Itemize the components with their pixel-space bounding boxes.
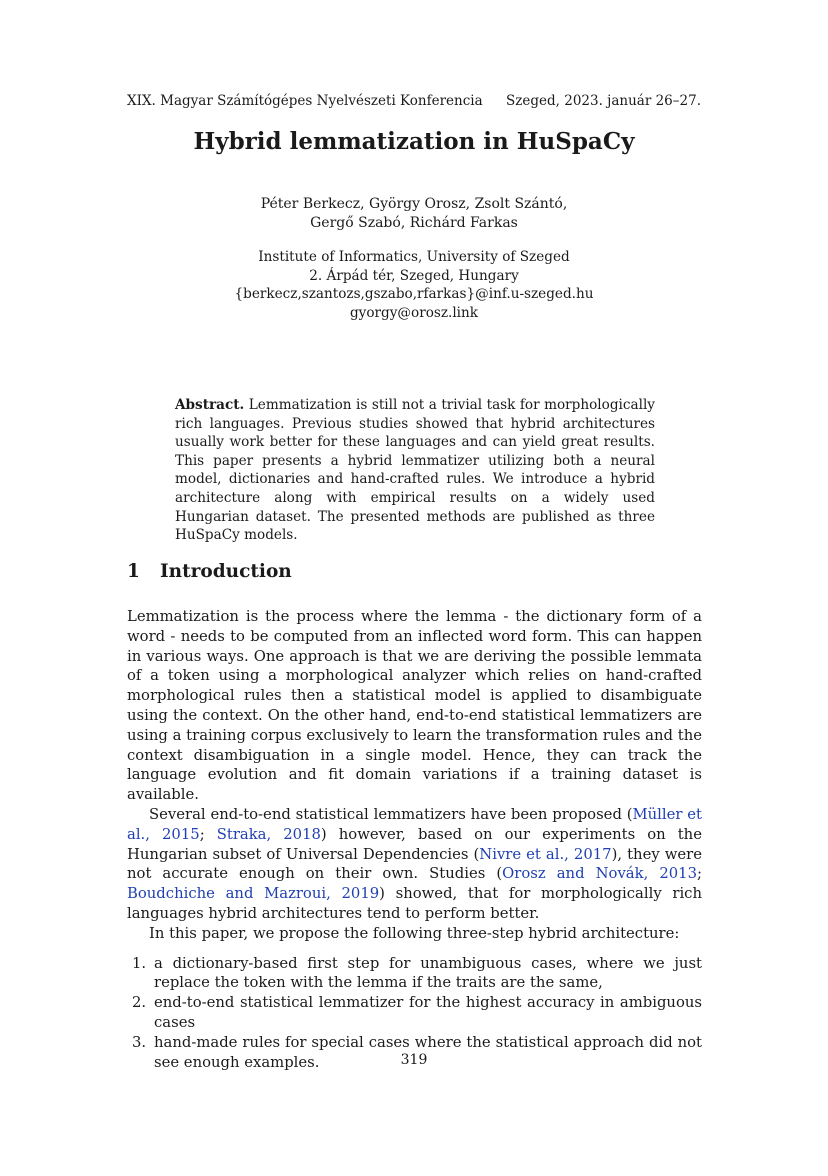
- citation-muller[interactable]: Müller et al., 2015: [127, 805, 702, 843]
- paragraph-3: In this paper, we propose the following three-step hybrid architecture:: [149, 924, 680, 942]
- citation-orosz-novak[interactable]: Orosz and Novák, 2013: [502, 865, 697, 883]
- p2-text-5: ;: [697, 865, 702, 883]
- email-list: {berkecz,szantozs,gszabo,rfarkas}@inf.u-szeged.hu: [234, 286, 594, 302]
- section-heading: [127, 561, 292, 582]
- address: 2. Árpád tér, Szeged, Hungary: [309, 267, 519, 284]
- author-list: [0, 195, 828, 233]
- paper-title: Hybrid lemmatization in HuSpaCy: [193, 128, 635, 155]
- citation-nivre[interactable]: Nivre et al., 2017: [479, 845, 612, 863]
- list-item: [127, 954, 702, 994]
- paragraph-2: [127, 805, 702, 924]
- abstract-label: Abstract.: [175, 397, 245, 413]
- authors-line-1: Péter Berkecz, György Orosz, Zsolt Szántó,: [260, 196, 568, 212]
- running-header: [127, 93, 701, 109]
- list-number: 3.: [132, 1033, 147, 1051]
- abstract-text: Lemmatization is still not a trivial task for morphologically rich languages. Previous studies showed that hybrid architectures usually work better for these languages and can yield great results. This paper presents a hybrid lemmatizer utilizing both a neural model, dictionaries and hand-crafted rules. We introduce a hybrid architecture along with empirical results on a widely used Hungarian dataset. The presented methods are published as three HuSpaCy models.: [175, 397, 655, 544]
- list-text: end-to-end statistical lemmatizer for the highest accuracy in ambiguous cases: [154, 994, 702, 1031]
- affiliation: [0, 248, 828, 322]
- email-secondary: gyorgy@orosz.link: [349, 304, 479, 321]
- citation-straka[interactable]: Straka, 2018: [216, 825, 321, 843]
- list-text: a dictionary-based first step for unambiguous cases, where we just replace the token with the lemma if the traits are the same,: [154, 954, 702, 992]
- p2-text-3: ) however, based on our experiments on the Hungarian subset of Universal Dependencies (: [127, 825, 702, 863]
- section-number: 1: [127, 561, 140, 582]
- conference-date: Szeged, 2023. január 26–27.: [506, 93, 701, 109]
- p2-text-2: ;: [199, 825, 217, 843]
- list-number: 1.: [132, 954, 147, 972]
- section-title: Introduction: [160, 561, 292, 582]
- list-text: hand-made rules for special cases where the statistical approach did not see enough examples.: [154, 1033, 702, 1071]
- p2-text-1: Several end-to-end statistical lemmatizers have been proposed (: [149, 805, 633, 823]
- institute: Institute of Informatics, University of Szeged: [258, 249, 570, 265]
- page-number: 319: [400, 1052, 428, 1068]
- list-number: 2.: [132, 994, 147, 1012]
- conference-name: XIX. Magyar Számítógépes Nyelvészeti Konferencia: [127, 93, 483, 109]
- p2-text-4: ), they were not accurate enough on their own. Studies (: [127, 845, 702, 883]
- abstract: [175, 396, 655, 545]
- section-body: [127, 607, 702, 1072]
- list-item: [127, 993, 702, 1033]
- authors-line-2: Gergő Szabó, Richárd Farkas: [310, 215, 518, 231]
- paragraph-1: Lemmatization is the process where the lemma - the dictionary form of a word - needs to be computed from an inflected word form. This can happen in various ways. One approach is that we are deriving the possible lemmata of a token using a morphological analyzer which relies on hand-crafted morphological rules then a statistical model is applied to disambiguate using the context. On the other hand, end-to-end statistical lemmatizers are using a training corpus exclusively to learn the transformation rules and the context disambiguation in a single model. Hence, they can track the language evolution and fit domain variations if a training dataset is available.: [127, 608, 702, 804]
- p2-text-6: ) showed, that for morphologically rich languages hybrid architectures tend to perform better.: [127, 885, 702, 922]
- citation-boudchiche[interactable]: Boudchiche and Mazroui, 2019: [127, 885, 380, 903]
